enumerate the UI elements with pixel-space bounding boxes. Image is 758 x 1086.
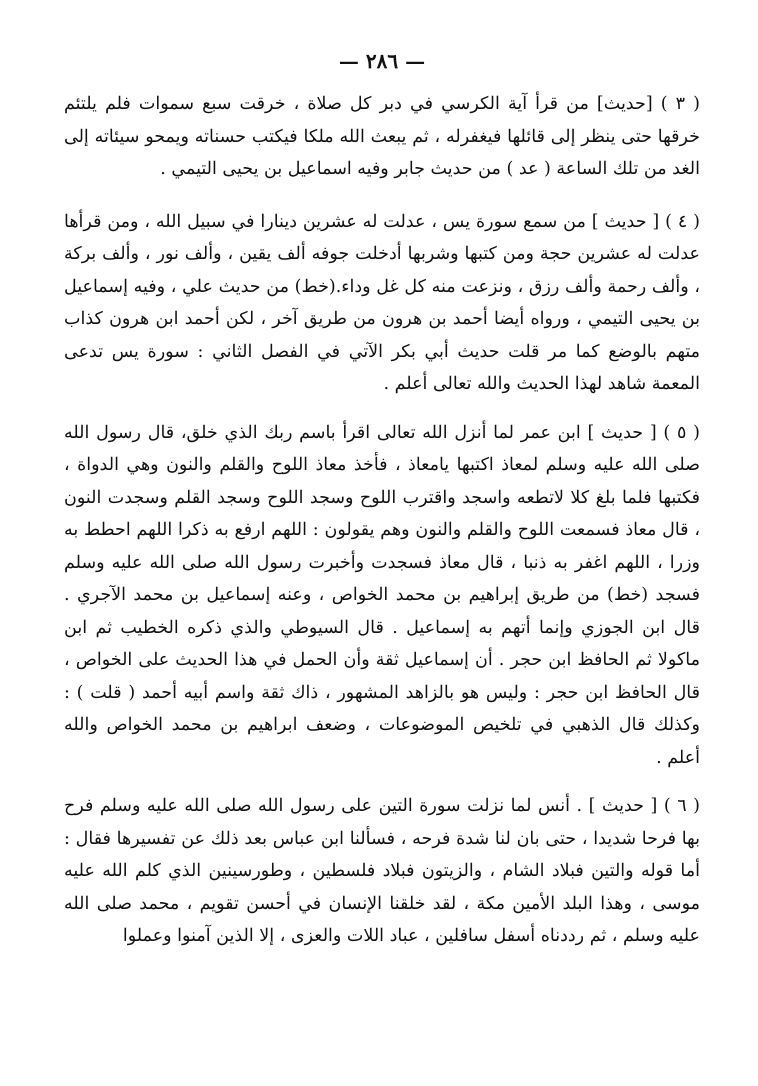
hadith-paragraph-4: ( ٤ ) [ حديث ] من سمع سورة يس ، عدلت له عشرين دينارا في سبيل الله ، ومن قرأها عدلت له عشرين حجة ومن كتبها وشربها أدخلت جوفه ألف يقين ، وألف نور ، وألف بركة ، وألف رحمة وألف رزق ، ونزعت منه كل غل وداء.(خط) من حديث علي ، وفيه إسماعيل بن يحيى التيمي ، ورواه أيضا أحمد بن هرون من طريق آخر ، لكن أحمد ابن هرون كذاب متهم بالوضع كما مر قلت حديث أبي بكر الآتي في الفصل الثاني : سورة يس تدعى المعمة شاهد لهذا الحديث والله تعالى أعلم . <box>64 211 701 394</box>
page-number: — ٢٨٦ — <box>338 49 426 73</box>
hadith-paragraph-5: ( ٥ ) [ حديث ] ابن عمر لما أنزل الله تعالى اقرأ باسم ربك الذي خلق، قال رسول الله صلى الله عليه وسلم لمعاذ اكتبها يامعاذ ، فأخذ معاذ اللوح والقلم والنون وهي الدواة ، فكتبها فلما بلغ كلا لاتطعه واسجد واقترب اللوح وسجد اللوح وسجد القلم وسجدت النون ، قال معاذ فسمعت اللوح والقلم والنون وهم يقولون : اللهم ارفع به ذكرا اللهم احطط به وزرا ، اللهم اغفر به ذنبا ، قال معاذ فسجدت وأخبرت رسول الله صلى الله عليه وسلم فسجد (خط) من طريق إبراهيم بن محمد الخواص ، وعنه إسماعيل بن محمد الآجري . قال ابن الجوزي وإنما أتهم به إسماعيل . قال السيوطي والذي ذكره الخطيب ثم ابن ماكولا ثم الحافظ ابن حجر . أن إسماعيل ثقة وأن الحمل في هذا الحديث على الخواص ، قال الحافظ ابن حجر : وليس هو بالزاهد المشهور ، ذاك ثقة واسم أبيه أحمد ( قلت ) : وكذلك قال الذهبي في تلخيص الموضوعات ، وضعف ابراهيم بن محمد الخواص والله أعلم . <box>64 422 700 768</box>
paragraph-spacer <box>64 401 700 417</box>
paragraph-spacer <box>64 774 700 790</box>
hadith-paragraph-3: ( ٣ ) [حديث] من قرأ آية الكرسي في دبر كل صلاة ، خرقت سبع سموات فلم يلتئم خرقها حتى ينظر إلى قائلها فيغفرله ، ثم يبعث الله ملكا فيكتب حسناته ويمحو سيئاته إلى الغد من تلك الساعة ( عد ) من حديث جابر وفيه اسماعيل بن يحيى التيمي . <box>64 94 701 179</box>
hadith-paragraph-6: ( ٦ ) [ حديث ] . أنس لما نزلت سورة التين على رسول الله صلى الله عليه وسلم فرح بها فرحا شديدا ، حتى بان لنا شدة فرحه ، فسألنا ابن عباس بعد ذلك عن تفسيرها فقال : أما قوله والتين فبلاد الشام ، والزيتون فبلاد فلسطين ، وطورسينين الذي كلم الله عليه موسى ، وهذا البلد الأمين مكة ، لقد خلقنا الإنسان في أحسن تقويم ، محمد صلى الله عليه وسلم ، ثم رددناه أسفل سافلين ، عباد اللات والعزى ، إلا الذين آمنوا وعملوا <box>64 796 700 946</box>
paragraph-spacer <box>64 186 700 206</box>
